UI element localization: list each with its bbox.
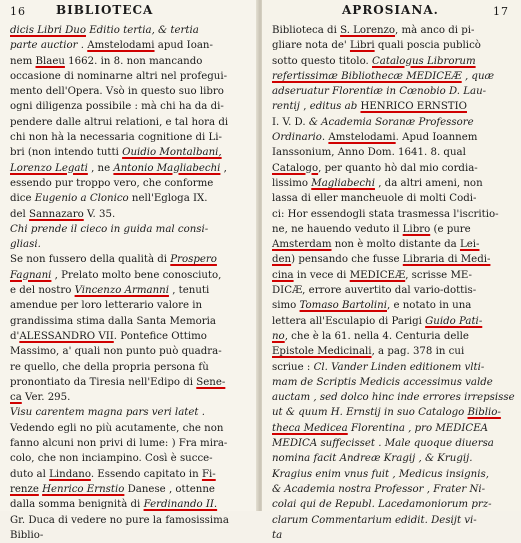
text-run: Ianssonium, Anno Dom. 1641. 8. qual — [272, 147, 466, 159]
highlighted-term: Biblio- — [467, 407, 501, 419]
text-run: Kragius enim vnus fuit , Medicus insignis, — [272, 468, 489, 480]
text-run: , tenuti — [168, 285, 210, 297]
text-line — [10, 467, 252, 482]
text-run: , quæ — [461, 70, 495, 82]
text-run: lissimo — [272, 177, 312, 189]
text-run: Biblio- — [10, 529, 44, 541]
text-line — [272, 268, 515, 283]
text-line — [10, 497, 252, 512]
left-page — [0, 0, 258, 541]
text-line — [272, 513, 515, 528]
highlighted-term: Prospero — [170, 254, 217, 266]
text-line — [272, 54, 515, 69]
text-line — [272, 207, 515, 222]
text-line — [10, 237, 252, 252]
text-line — [10, 375, 252, 390]
text-run: , — [220, 162, 227, 174]
text-run: . Pontefice Ottimo — [113, 330, 207, 342]
text-line — [10, 283, 252, 298]
text-run: , ne — [87, 162, 114, 174]
text-line — [272, 99, 515, 114]
text-run: sotto questo titolo. — [272, 55, 372, 67]
text-line — [272, 528, 515, 543]
text-line — [10, 451, 252, 466]
text-line — [10, 528, 252, 543]
text-run: , scrisse ME- — [405, 269, 472, 281]
text-line — [10, 222, 252, 237]
text-run: , da altri ameni, non — [374, 177, 483, 189]
text-line — [10, 268, 252, 283]
text-run: ne, ne hauendo veduto il — [272, 223, 403, 235]
text-run: d' — [10, 330, 20, 342]
text-line — [272, 191, 515, 206]
text-line — [10, 314, 252, 329]
running-head: APROSIANA. — [342, 3, 439, 17]
text-run: quali poscia publicò — [374, 40, 481, 52]
text-run: Ver. 295. — [21, 392, 71, 404]
text-line — [272, 390, 515, 405]
text-run: apud Ioan- — [154, 40, 213, 52]
highlighted-term: Blaeu — [35, 55, 65, 67]
highlighted-term: renze — [10, 483, 39, 495]
text-run: (e pure — [430, 223, 471, 235]
text-run: auctam , sed dolco hinc inde errores irrepsisse — [272, 392, 515, 404]
highlighted-term: Lei- — [459, 239, 480, 251]
text-line — [272, 161, 515, 176]
text-run: Editio tertia, & tertia — [85, 25, 199, 36]
text-run: MEDICA suffecisset . Male quoque diuersa — [272, 438, 494, 450]
page-number: 17 — [493, 5, 509, 18]
text-run: , mà anco di pi- — [395, 25, 475, 36]
text-line — [272, 467, 515, 482]
highlighted-term: Sene- — [196, 376, 226, 388]
text-run: Chi prende il cieco in guida mal consi- — [10, 223, 209, 235]
text-run: , a pag. 378 in cui — [371, 346, 465, 358]
text-line — [272, 436, 515, 451]
right-page-text — [272, 23, 515, 543]
text-line — [10, 84, 252, 99]
text-run: non è molto distante da — [331, 239, 460, 251]
highlighted-term: no — [272, 330, 285, 342]
text-run: gliare nota de' — [272, 40, 350, 52]
text-run: lettera all'Esculapio di Parigi — [272, 315, 426, 327]
text-run: DICÆ, errore auvertito dal vario-dottis- — [272, 285, 477, 297]
text-run: scriue : — [272, 361, 314, 373]
highlighted-term: Lindano — [49, 468, 91, 480]
highlighted-term: Amstelodami — [87, 40, 155, 52]
text-run: colai qui de Republ. Lacedamoniorum prz- — [272, 499, 492, 511]
text-line — [272, 84, 515, 99]
text-run: pendere dalle altrui relationi, e tal hora di — [10, 116, 229, 128]
text-run: mento dell'Opera. Vsò in questo suo libro — [10, 86, 224, 98]
text-run: Se non fussero della qualità di — [10, 254, 171, 266]
text-line — [10, 69, 252, 84]
left-page-header — [10, 3, 250, 23]
text-run: nem — [10, 55, 36, 67]
text-run: ta — [272, 529, 283, 541]
highlighted-term: ca — [10, 392, 22, 404]
text-line — [10, 161, 252, 176]
text-run: Biblioteca di — [272, 25, 341, 36]
text-line — [272, 298, 515, 313]
text-run: essendo pur troppo vero, che conforme — [10, 177, 214, 189]
text-run: e del nostro — [10, 285, 75, 297]
text-run: fanno alcuni non privi di lume: ) Fra mira- — [10, 438, 228, 450]
highlighted-term: Libri — [349, 40, 375, 52]
text-run: colo, che non inciampino. Così è succe- — [10, 453, 213, 465]
highlighted-term: Ouidio Montalbani, — [122, 147, 222, 159]
highlighted-term: Catalogus Librorum — [372, 55, 476, 67]
highlighted-term: MEDICEÆ — [349, 269, 406, 281]
text-run: pronontiato da Tiresia nell'Edipo di — [10, 376, 197, 388]
highlighted-term: HENRICO ERNSTIO — [360, 101, 467, 113]
text-run: rentij — [272, 101, 300, 113]
text-run: Ordinario — [272, 132, 322, 144]
text-line — [10, 513, 252, 528]
text-line — [272, 405, 515, 420]
highlighted-term: Lorenzo Legati — [10, 162, 88, 174]
text-line — [272, 329, 515, 344]
text-line — [272, 115, 515, 130]
text-line — [10, 191, 252, 206]
text-line — [10, 23, 252, 38]
highlighted-term: Epistole Medicinali — [272, 346, 372, 358]
text-run: V. 35. — [83, 208, 116, 220]
text-line — [272, 421, 515, 436]
text-line — [10, 405, 252, 420]
text-run: simo — [272, 300, 300, 312]
text-line — [272, 222, 515, 237]
text-line — [10, 436, 252, 451]
text-run: adseruatur Florentiæ in Cœnobio D. Lau- — [272, 86, 487, 98]
right-page — [262, 0, 521, 541]
text-run: dalla somma benignità di — [10, 499, 144, 511]
text-line — [10, 145, 252, 160]
text-line — [10, 390, 252, 405]
text-run: , per quanto hò dal mio cordia- — [318, 162, 478, 174]
highlighted-term: Henrico Ernstio — [42, 483, 125, 495]
text-run: . Essendo capitato in — [90, 468, 202, 480]
text-run: Eugenio a Clonico — [34, 193, 129, 205]
text-line — [272, 314, 515, 329]
text-run: chi non hà la necessaria cognitione di Li- — [10, 132, 222, 144]
text-run: Visu carentem magna pars veri latet . — [10, 407, 205, 419]
text-line — [10, 54, 252, 69]
text-run: I. V. D. — [272, 116, 309, 128]
left-page-text — [10, 23, 252, 543]
right-page-header — [272, 3, 513, 23]
text-run: in vece di — [293, 269, 350, 281]
highlighted-term: S. Lorenzo — [340, 25, 396, 36]
text-run: nomina facit Andreæ Kragij , & Krugij. — [272, 453, 473, 465]
text-line — [272, 130, 515, 145]
text-run: 1662. in 8. non mancando — [64, 55, 203, 67]
text-run: , — [299, 101, 310, 113]
highlighted-term: Fagnani — [10, 269, 52, 281]
text-line — [10, 99, 252, 114]
highlighted-term: Amstelodami — [328, 132, 396, 144]
highlighted-term: cina — [272, 269, 294, 281]
text-run: del — [10, 208, 30, 220]
text-line — [272, 145, 515, 160]
highlighted-term: Ferdinando II. — [143, 499, 218, 511]
text-run: amendue per loro letterario valore in — [10, 300, 203, 312]
text-run: duto al — [10, 468, 50, 480]
page-number: 16 — [10, 5, 26, 18]
highlighted-term: dicis Libri Duo — [10, 25, 86, 36]
text-run: , che è la 61. nella 4. Centuria delle — [284, 330, 469, 342]
highlighted-term: theca Medicea — [272, 422, 348, 434]
text-run: , Prelato molto bene conosciuto, — [51, 269, 222, 281]
text-line — [10, 360, 252, 375]
text-line — [272, 237, 515, 252]
text-line — [10, 298, 252, 313]
highlighted-term: Libro — [402, 223, 431, 235]
text-line — [272, 344, 515, 359]
text-line — [10, 344, 252, 359]
text-run: lassa di eller mancheuole di molti Codi- — [272, 193, 477, 205]
text-run: mam de Scriptis Medicis accessimus valde — [272, 376, 493, 388]
text-run: occasione di nominarne altri nel profegui- — [10, 70, 228, 82]
text-run: ut & quum H. Ernstij in suo Catalogo — [272, 407, 468, 419]
text-line — [10, 421, 252, 436]
text-run: Danese , ottenne — [124, 483, 215, 495]
text-run: bri (non intendo tutti — [10, 147, 123, 159]
text-run: , e notato in una — [387, 300, 472, 312]
text-run: parte auctior — [10, 40, 78, 52]
text-line — [272, 252, 515, 267]
text-run: . — [77, 40, 88, 52]
text-run: ci: Hor essendogli stata trasmessa l'iscritio- — [272, 208, 499, 220]
text-run: re quello, che della propria persona fù — [10, 361, 209, 373]
highlighted-term: Fi- — [201, 468, 216, 480]
text-run: ogni diligenza possibile : mà chi ha da di- — [10, 101, 224, 113]
text-run: gliasi. — [10, 239, 41, 251]
highlighted-term: Amsterdam — [272, 239, 332, 251]
text-run: Florentina , pro MEDICEA — [347, 422, 489, 434]
text-run: grandissima stima dalla Santa Memoria — [10, 315, 216, 327]
highlighted-term: Tomaso Bartolini — [299, 300, 387, 312]
text-run: . Apud Ioannem — [395, 132, 478, 144]
text-run: Gr. Duca di vedere no pure la famosissima — [10, 514, 229, 526]
running-head: BIBLIOTECA — [56, 3, 154, 17]
text-line — [272, 375, 515, 390]
highlighted-term: Antonio Magliabechi — [113, 162, 221, 174]
text-run: & Academia nostra Professor , Frater Ni- — [272, 483, 486, 495]
text-line — [10, 482, 252, 497]
highlighted-term: Sannazaro — [29, 208, 84, 220]
text-line — [272, 497, 515, 512]
text-line — [10, 115, 252, 130]
text-line — [272, 451, 515, 466]
text-run: & Academia Soranæ Professore — [308, 116, 474, 128]
text-line — [272, 69, 515, 84]
text-line — [10, 130, 252, 145]
text-run: Massimo, a' quali non punto può quadra- — [10, 346, 222, 358]
text-line — [10, 252, 252, 267]
text-run: Cl. Vander Linden editionem vlti- — [313, 361, 485, 373]
highlighted-term: den — [272, 254, 292, 266]
text-line — [272, 360, 515, 375]
highlighted-term: Libraria di Medi- — [402, 254, 491, 266]
highlighted-term: ALESSANDRO VII — [19, 330, 114, 342]
text-run: dice — [10, 193, 35, 205]
text-line — [272, 38, 515, 53]
text-line — [10, 38, 252, 53]
highlighted-term: Vincenzo Armanni — [74, 285, 169, 297]
text-run: editus ab — [309, 101, 358, 113]
text-line — [272, 23, 515, 38]
text-line — [10, 329, 252, 344]
text-run: clarum Commentarium edidit. Desijt vi- — [272, 514, 477, 526]
highlighted-term: refertissimæ Bibliothecæ MEDICEÆ — [272, 70, 462, 82]
highlighted-term: Guido Pati- — [425, 315, 483, 327]
text-line — [10, 207, 252, 222]
text-run: nell'Egloga IX. — [128, 193, 208, 205]
text-run: ) pensando che fusse — [291, 254, 403, 266]
text-run: . — [321, 132, 329, 144]
text-line — [272, 482, 515, 497]
text-line — [272, 176, 515, 191]
text-run: Vedendo egli no più acutamente, che non — [10, 422, 224, 434]
text-line — [10, 176, 252, 191]
text-line — [272, 283, 515, 298]
highlighted-term: Catalogo — [272, 162, 319, 174]
highlighted-term: Magliabechi — [311, 177, 375, 189]
